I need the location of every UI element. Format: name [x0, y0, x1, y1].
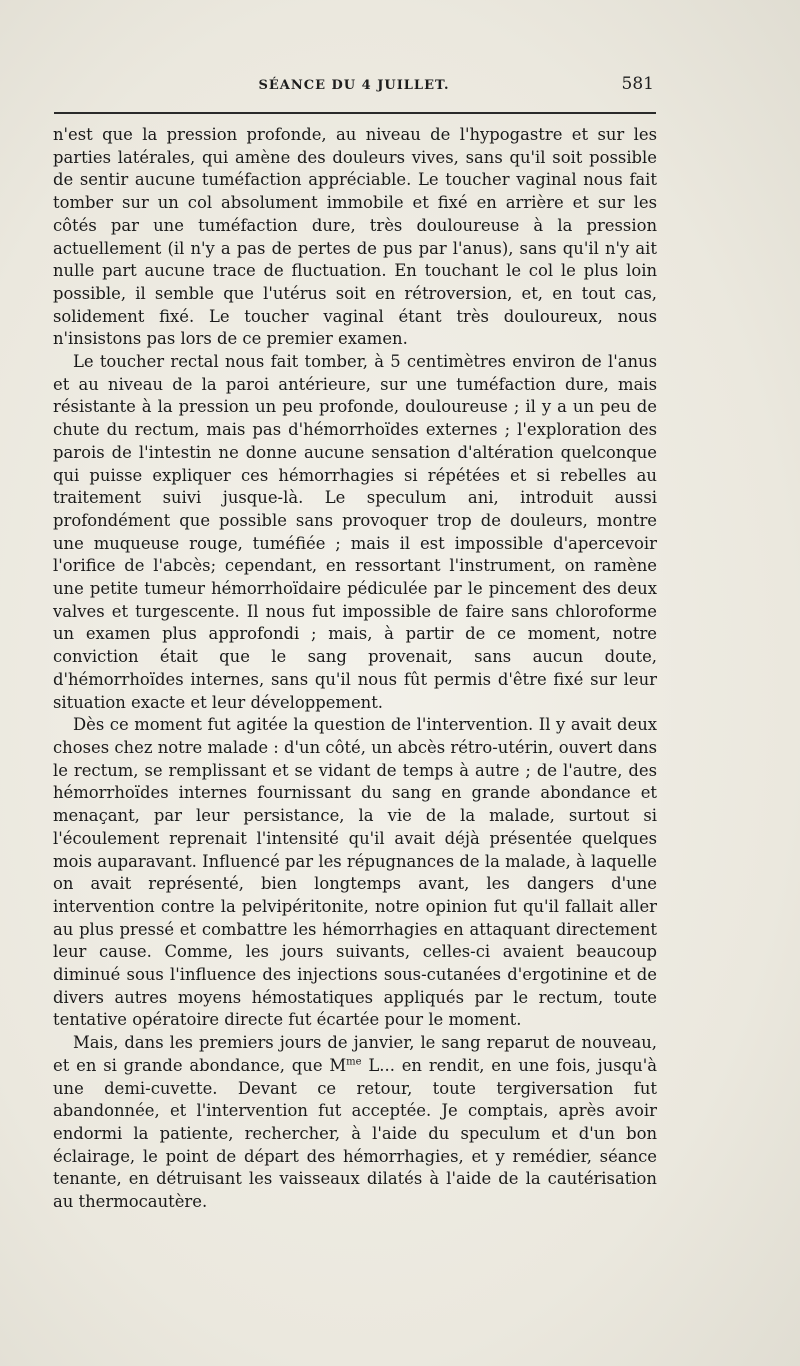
paragraph-3: Dès ce moment fut agitée la question de l'intervention. Il y avait deux choses chez notre malade : d'un côté, un abcès rétro-utérin, ouvert dans le rectum, se remplissant et se vidant de temps à autre ; de l'autre, des hémorrhoïdes internes fournissant du sang en grande abondance et menaçant, par leur persistance, la vie de la malade, surtout si l'écoulement reprenait l'intensité qu'il avait déjà présentée quelques mois auparavant. Influencé par les répugnances de la malade, à laquelle on avait représenté, bien longtemps avant, les dangers d'une intervention contre la pelvipéritonite, notre opinion fut qu'il fallait aller au plus pressé et combattre les hémorrhagies en attaquant directement leur cause. Comme, les jours suivants, celles-ci avaient beaucoup diminué sous l'influence des injections sous-cutanées d'ergotinine et de divers autres moyens hémostatiques appliqués par le rectum, toute tentative opératoire directe fut écartée pour le moment.	[53, 715, 657, 1030]
body-text	[53, 124, 657, 1214]
running-title: SÉANCE DU 4 JUILLET.	[258, 78, 450, 93]
paragraph-4-start: Mais, dans les premiers jours de janvier, le sang reparut de nouveau, et en si grande abondance, que M	[53, 1033, 657, 1075]
paragraph-4-end: L... en rendit, en une fois, jusqu'à une demi-cuvette. Devant ce retour, toute tergiversation fut abandonnée, et l'intervention fut acceptée. Je comptais, après avoir endormi la patiente, rechercher, à l'aide du speculum et d'un bon éclairage, le point de départ des hémorrhagies, et y remédier, séance tenante, en détruisant les vaisseaux dilatés à l'aide de la cautérisation au thermocautère.	[53, 1055, 658, 1212]
header-rule	[54, 112, 656, 114]
paragraph-4	[53, 1032, 657, 1214]
title-abbreviation-superscript: me	[346, 1056, 362, 1068]
page-number: 581	[621, 74, 654, 94]
page-header	[52, 74, 656, 104]
paragraph-2: Le toucher rectal nous fait tomber, à 5 centimètres environ de l'anus et au niveau de la paroi antérieure, sur une tuméfaction dure, mais résistante à la pression un peu profonde, douloureuse ; il y a un peu de chute du rectum, mais pas d'hémorrhoïdes externes ; l'exploration des parois de l'intestin ne donne aucune sensation d'altération quelconque qui puisse expliquer ces hémorrhagies si répétées et si rebelles au traitement suivi jusque-là. Le speculum ani, introduit aussi profondément que possible sans provoquer trop de douleurs, montre une muqueuse rouge, tuméfiée ; mais il est impossible d'apercevoir l'orifice de l'abcès; cependant, en ressortant l'instrument, on ramène une petite tumeur hémorrhoïdaire pédiculée par le pincement des deux valves et turgescente. Il nous fut impossible de faire sans chloroforme un examen plus approfondi ; mais, à partir de ce moment, notre conviction était que le sang provenait, sans aucun doute, d'hémorrhoïdes internes, sans qu'il nous fût permis d'être fixé sur leur situation exacte et leur développement.	[53, 352, 657, 712]
paragraph-1: n'est que la pression profonde, au niveau de l'hypogastre et sur les parties latérales, qui amène des douleurs vives, sans qu'il soit possible de sentir aucune tuméfaction appréciable. Le toucher vaginal nous fait tomber sur un col absolument immobile et fixé en arrière et sur les côtés par une tuméfaction dure, très douloureuse à la pression actuellement (il n'y a pas de pertes de pus par l'anus), sans qu'il n'y ait nulle part aucune trace de fluctuation. En touchant le col le plus loin possible, il semble que l'utérus soit en rétroversion, et, en tout cas, solidement fixé. Le toucher vaginal étant très douloureux, nous n'insistons pas lors de ce premier examen.	[53, 125, 657, 349]
